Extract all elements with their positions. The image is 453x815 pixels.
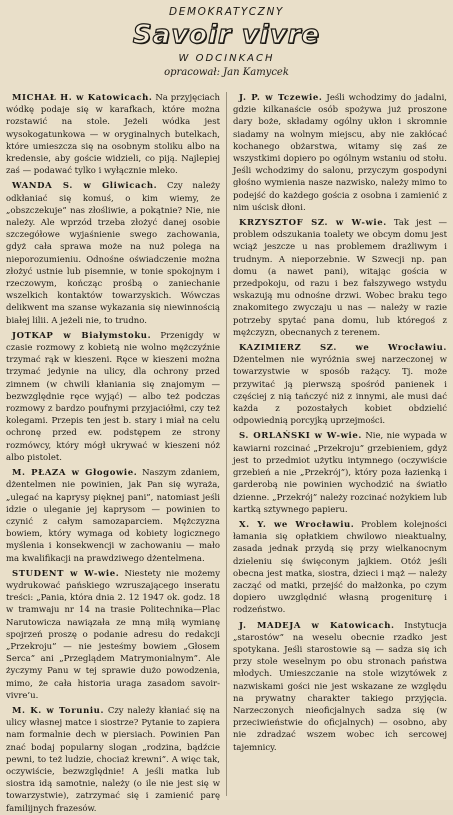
- letter-item: [233, 519, 447, 617]
- letter-text: Jeśli wchodzimy do jadalni, gdzie kilkanaście osób spożywa już proszone dary boże, składamy ogólny ukłon i skromnie siadamy na wolnym miejscu, aby nie zakłócać kochanego obżarstwa, witamy się zaś ze wszystkimi dopiero po ogólnym wstaniu od stołu. Jeśli wchodzimy do salonu, przyczym gospodyni głośno wymienia nasze nazwisko, należy mimo to podejść do każdego gościa z osobna i zamienić z nim uścisk dłoni.: [232, 93, 447, 213]
- letter-item: [6, 568, 220, 702]
- letter-item: [233, 620, 447, 754]
- letter-item: [6, 467, 220, 565]
- letter-address: WANDA S. w Gliwicach.: [12, 181, 158, 192]
- letter-item: [233, 342, 447, 427]
- letter-text: Niestety nie możemy wydrukować pańskiego wzruszającego inseratu treści: „Pania, która dnia 2. 12 1947 ok. godz. 18 w tramwaju nr 14 na trasie Politechnika—Plac Narutowicza nawiązała ze mną miłą wymianę spojrzeń proszę o podanie adresu do redakcji „Przekroju” — nie jesteśmy bowiem „Głosem Serca” ani „Przeglądem Matrymonialnym”. Ale życzymy Panu w tej sprawie dużo powodzenia, mimo, że cała historia uraga zasadom savoir-vivre’u.: [6, 568, 221, 701]
- column-left: [6, 92, 221, 814]
- column-right: [233, 92, 447, 796]
- letter-address: JOTKAP w Białymstoku.: [12, 330, 152, 341]
- masthead-kicker: DEMOKRATYCZNY: [169, 6, 284, 18]
- letter-text: Naszym zdaniem, dżentelmen nie powinien, jak Pan się wyraża, „ulegać na kaprysy pięknej pani”, natomiast jeśli idzie o uleganie jej kaprysom — powinien to czynić z całym samozaparciem. Mężczyzna bowiem, który wymaga od kobiety logicznego myślenia i konsekwencji w zachowaniu — mało ma kwalifikacji na prawdziwego dżentelmena.: [6, 468, 221, 564]
- letter-text: Dżentelmen nie wyróżnia swej narzeczonej w towarzystwie w sposób rażący. Tj. może przywitać ją pierwszą spośród panienek i częściej z nią tańczyć niż z innymi, ale musi dać każda z pozostałych kobiet obdzielić odpowiednią porcyjką uprzejmości.: [232, 355, 447, 427]
- letter-address: M. PŁAZA w Głogowie.: [12, 468, 138, 479]
- letter-address: J. MADEJA w Katowicach.: [238, 620, 395, 631]
- masthead-author: opracował: Jan Kamycek: [164, 67, 289, 78]
- letter-text: Tak jest — problem odszukania toalety we obcym domu jest wciąż jeszcze u nas problemem drażliwym i trudnym. A nieporzebnie. W Szwecji np. pan domu (a nawet pani), witając gościa w przedpokoju, od razu i bez fałszywego wstydu wskazują mu odnośne drzwi. Wobec braku tego znakomitego zwyczaju u nas — należy w razie potrzeby spytać pana domu, lub któregoś z mężczyzn, obecnanych z terenem.: [232, 218, 447, 338]
- letter-text: Przenigdy w czasie rozmowy z kobietą nie wolno mężczyźnie trzymać rąk w kieszeni. Ręce w kieszeni można trzymać jedynie na ulicy, dla ochrony przed zimnem (w chwili kłaniania się znajomym — bezwzględnie ręce wyjąć) — albo też podczas rozmowy z bardzo poufnymi przyjaciółmi, czy też kolegami. Przepis ten jest b. stary i miał na celu ochronę przed ew. podstępem ze strony rozmówcy, który mógł ukrywać w kieszeni nóż albo pistolet.: [6, 330, 221, 463]
- letter-item: [6, 705, 220, 815]
- letter-item: [6, 180, 220, 326]
- masthead: [6, 4, 447, 90]
- masthead-subtitle: W ODCINKACH: [178, 53, 275, 64]
- letter-address: S. ORLAŃSKI w W-wie.: [238, 431, 362, 442]
- letter-text: Instytucja „starostów” na weselu obecnie rzadko jest spotykana. Jeśli starostowie są — sadza się ich przy stole weselnym po obu stronach państwa młodych. Umieszczanie na stole wizytówek z nazwiskami gości nie jest wskazane ze względu na prywatny charakter takiego przyjęcia. Narzeczonych nieoficjalnych sadza się (w przeciwieństwie do oficjalnych) — osobno, aby nie zdradzać wszem wobec ich sercowej tajemnicy.: [232, 620, 447, 753]
- letter-item: [233, 430, 447, 515]
- letter-address: J. P. w Tczewie.: [238, 93, 323, 103]
- article-columns: [6, 92, 447, 814]
- letter-item: [233, 217, 447, 339]
- letter-item: [6, 330, 220, 464]
- letter-item: [6, 92, 220, 177]
- letter-text: Na przyjęciach wódkę podaje się w karafkach, które można rozstawić na stole. Jeżeli wódka jest wysokogatunkowa — w oryginalnych butelkach, które umieszcza się na osobnym stoliku albo na kredensie, aby goście widzieli, co piją. Najlepiej zaś — podawać tylko i wyłącznie mleko.: [6, 93, 220, 177]
- letter-address: KRZYSZTOF SZ. w W-wie.: [238, 218, 387, 229]
- letter-text: Czy należy odkłaniać się komuś, o kim wiemy, że „obszczekuje” nas złośliwie, a pokątnie? Nie, nie należy. Ale wprzód trzeba złożyć danej osobie szczegółowe wyjaśnienie swego zachowania, gdyż cała sprawa może na nuż polega na nieporozumieniu. Odnośne oświadczenie można złożyć ustnie lub pisemnie, w tonie spokojnym i rzeczowym, kończąc prośbą o zaniechanie wszelkich kontaktów towarzyskich. Wówczas delikwent ma szanse wykazania się niewinnością białej lilii. A jeżeli nie, to trudno.: [6, 181, 221, 326]
- letter-text: Problem kolejności łamania się opłatkiem chwilowo nieaktualny, zasada jednak przydą się przy wielkanocnym dzieleniu się święconym jajkiem. Otóż jeśli obecna jest matka, siostra, dzieci i mąż — należy zacząć od matki, przejść do małżonka, po czym dopiero uwzględnić własną progeniturę i rodzeństwo.: [232, 519, 447, 616]
- masthead-title: Savoir vivre: [132, 20, 321, 50]
- column-divider: [226, 92, 227, 796]
- letter-address: X. Y. we Wrocławiu.: [238, 519, 355, 530]
- letter-text: Czy należy kłaniać się na ulicy własnej matce i siostrze? Pytanie to zapiera nam formalnie dech w piersiach. Powinien Pan znać bodaj popularny slogan „rodzina, bądźcie pewni, to też ludzie, chociaż krewni”. A więc tak, oczywiście, bezwzględnie! A jeśli matka lub siostra idą samotnie, należy (o ile nie jest się w towarzystwie), zatrzymać się i zamienić parę familijnych frazesów.: [6, 705, 220, 814]
- letter-address: STUDENT w W-wie.: [12, 568, 120, 579]
- letter-address: KAZIMIERZ SZ. we Wrocławiu.: [238, 343, 447, 354]
- letter-text: Nie, nie wypada w kawiarni rozcinać „Przekroju” grzebieniem, gdyż jest to przedmiot użytku intymnego (oczywiście grzebień a nie „Przekrój”), który poza łazienką i garderobą nie powinien wychodzić na światło dzienne. „Przekrój” należy rozcinać nożykiem lub kartką sztywnego papieru.: [232, 431, 447, 515]
- letter-item: [233, 92, 447, 214]
- letter-address: M. K. w Toruniu.: [12, 705, 105, 716]
- letter-address: MICHAŁ H. w Katowicach.: [12, 93, 153, 103]
